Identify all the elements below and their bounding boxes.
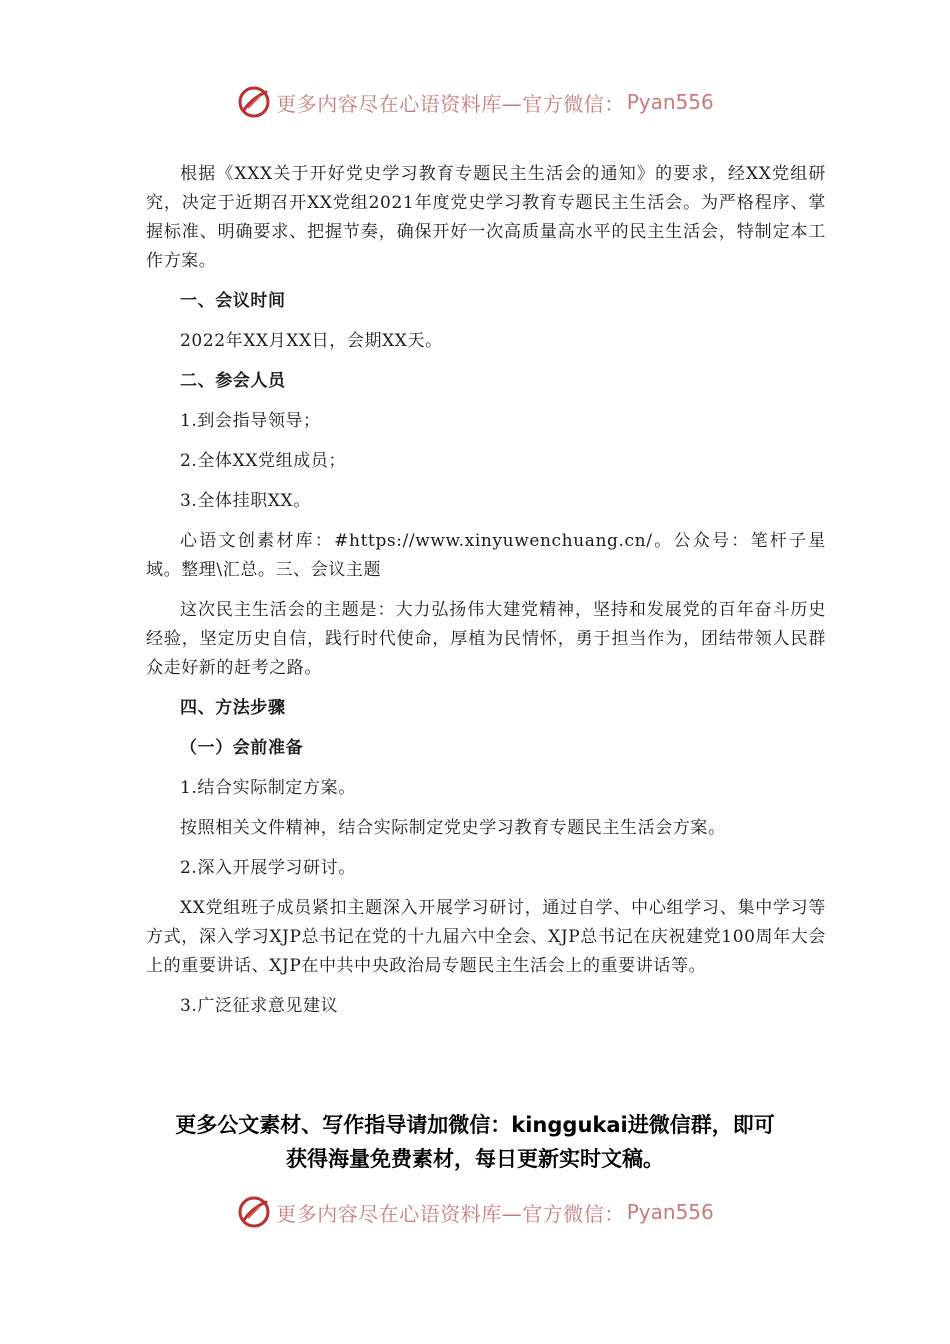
document-body [146,160,826,1021]
attendee-item: 1.到会指导领导； [180,411,321,431]
attendee-item: 2.全体XX党组成员； [180,451,347,471]
step-item: 2.深入开展学习研讨。 [180,858,356,878]
footer-promo-line: 获得海量免费素材，每日更新实时文稿。 [286,1147,664,1171]
heading-attendees: 二、参会人员 [180,371,286,391]
banner-wechat-id: Pyan556 [626,90,714,114]
source-note-paragraph: 心语文创素材库：#https://www.xinyuwenchuang.cn/。公众号：笔杆子星域。整理\汇总。三、会议主题 [146,531,826,580]
header-banner [0,80,950,124]
subheading-preparation: （一）会前准备 [180,738,304,758]
banner-text: 更多内容尽在心语资料库—官方微信： [276,91,625,116]
footer-banner [0,1190,950,1234]
heading-meeting-time: 一、会议时间 [180,291,286,311]
footer-promo-line: 更多公文素材、写作指导请加微信：kinggukai进微信群，即可 [175,1113,775,1137]
brush-logo-icon [236,84,272,120]
step-detail: 按照相关文件精神，结合实际制定党史学习教育专题民主生活会方案。 [180,818,726,838]
meeting-time-text: 2022年XX月XX日，会期XX天。 [180,331,443,351]
step-item: 3.广泛征求意见建议 [180,996,339,1016]
brush-logo-icon [236,1194,272,1230]
step-detail: XX党组班子成员紧扣主题深入开展学习研讨，通过自学、中心组学习、集中学习等方式，深入学习XJP总书记在党的十九届六中全会、XJP总书记在庆祝建党100周年大会上的重要讲话、XJP在中共中央政治局专题民主生活会上的重要讲话等。 [146,898,826,976]
theme-paragraph: 这次民主生活会的主题是：大力弘扬伟大建党精神，坚持和发展党的百年奋斗历史经验，坚定历史自信，践行时代使命，厚植为民情怀，勇于担当作为，团结带领人民群众走好新的赶考之路。 [146,600,826,678]
banner-text: 更多内容尽在心语资料库—官方微信： [276,1201,625,1226]
step-item: 1.结合实际制定方案。 [180,778,356,798]
attendee-item: 3.全体挂职XX。 [180,491,311,511]
intro-paragraph: 根据《XXX关于开好党史学习教育专题民主生活会的通知》的要求，经XX党组研究，决定于近期召开XX党组2021年度党史学习教育专题民主生活会。为严格程序、掌握标准、明确要求、把握节奏，确保开好一次高质量高水平的民主生活会，特制定本工作方案。 [146,164,826,271]
heading-methods: 四、方法步骤 [180,698,286,718]
banner-wechat-id: Pyan556 [626,1200,714,1224]
footer-promo-note [0,1108,950,1176]
